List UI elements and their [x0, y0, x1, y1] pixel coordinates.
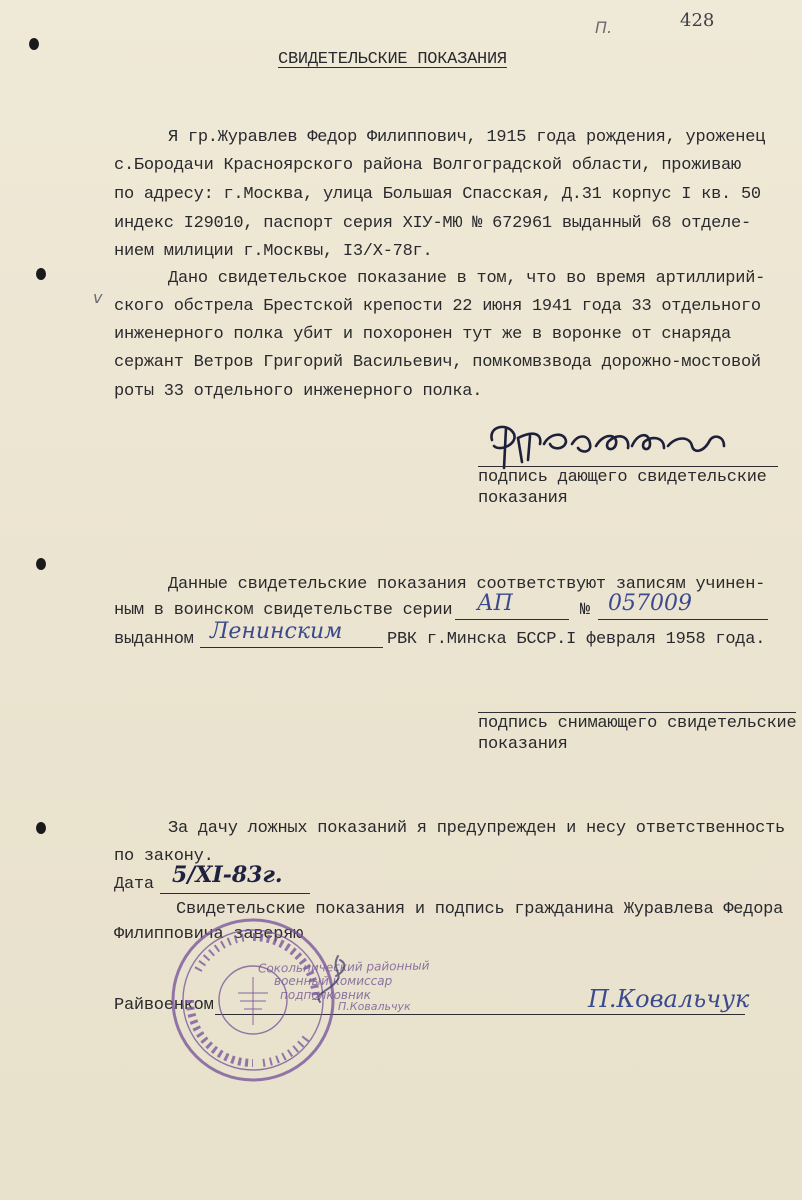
- binder-hole: [36, 822, 46, 834]
- margin-mark: v: [93, 288, 103, 307]
- stamp-text: военный комиссар: [274, 974, 393, 988]
- certification-line: Филипповича заверяю: [114, 925, 304, 944]
- date-label: Дата: [114, 875, 154, 894]
- stamp-scribble-signature: [300, 950, 370, 1010]
- paragraph1-line: Я гр.Журавлев Федор Филиппович, 1915 года рождения, уроженец: [168, 128, 766, 147]
- paragraph2-line: сержант Ветров Григорий Васильевич, помкомвзвода дорожно-мостовой: [114, 353, 761, 372]
- paragraph2-line: роты 33 отдельного инженерного полка.: [114, 382, 483, 401]
- number-sign: №: [580, 601, 590, 620]
- warning-line: по закону.: [114, 847, 214, 866]
- document-title: СВИДЕТЕЛЬСКИЕ ПОКАЗАНИЯ: [278, 50, 507, 69]
- stamp-text: подполковник: [280, 988, 371, 1002]
- witness-signature-caption: подпись дающего свидетельские: [478, 468, 767, 487]
- number-field-line: [598, 619, 768, 620]
- certification-line: Свидетельские показания и подпись гражданина Журавлева Федора: [176, 900, 784, 919]
- paragraph1-line: по адресу: г.Москва, улица Большая Спасская, Д.31 корпус I кв. 50: [114, 185, 761, 204]
- paragraph3-line: выданном: [114, 630, 194, 649]
- paragraph1-line: индекс I29010, паспорт серия XIУ-МЮ № 672961 выданный 68 отделе-: [114, 214, 751, 233]
- date-field-line: [160, 893, 310, 894]
- binder-hole: [29, 38, 39, 50]
- number-handwritten: 057009: [608, 591, 692, 616]
- taker-signature-caption: показания: [478, 735, 568, 754]
- pencil-mark: П.: [595, 18, 613, 37]
- series-handwritten: АП: [477, 591, 513, 616]
- warning-line: За дачу ложных показаний я предупрежден и несу ответственность: [168, 819, 786, 838]
- rvk-field-line: [200, 647, 383, 648]
- paragraph1-line: нием милиции г.Москвы, I3/X-78г.: [114, 242, 433, 261]
- witness-signature-caption: показания: [478, 489, 568, 508]
- commissar-handwritten-signature: П.Ковальчук: [588, 985, 750, 1013]
- rvk-handwritten: Ленинским: [210, 619, 343, 644]
- paragraph1-line: с.Бородачи Красноярского района Волгоградской области, проживаю: [114, 156, 741, 175]
- stamp-text: Сокольнический районный: [257, 958, 430, 976]
- paragraph3-line: ным в воинском свидетельстве серии: [114, 601, 453, 620]
- paragraph2-line: ского обстрела Брестской крепости 22 июня 1941 года 33 отдельного: [114, 297, 761, 316]
- date-handwritten: 5/XI-83г.: [172, 862, 283, 888]
- paragraph2-line: инженерного полка убит и похоронен тут же в воронке от снаряда: [114, 325, 732, 344]
- paragraph3-line: РВК г.Минска БССР.I февраля 1958 года.: [387, 630, 766, 649]
- binder-hole: [36, 268, 46, 280]
- paragraph2-line: Дано свидетельское показание в том, что во время артиллирий-: [168, 269, 766, 288]
- page-number: 428: [680, 10, 715, 31]
- series-field-line: [455, 619, 569, 620]
- commissar-label: Райвоенком: [114, 996, 214, 1015]
- taker-signature-caption: подпись снимающего свидетельские: [478, 714, 797, 733]
- stamp-name: П.Ковальчук: [338, 1000, 411, 1013]
- paragraph3-line: Данные свидетельские показания соответствуют записям учинен-: [168, 575, 766, 594]
- binder-hole: [36, 558, 46, 570]
